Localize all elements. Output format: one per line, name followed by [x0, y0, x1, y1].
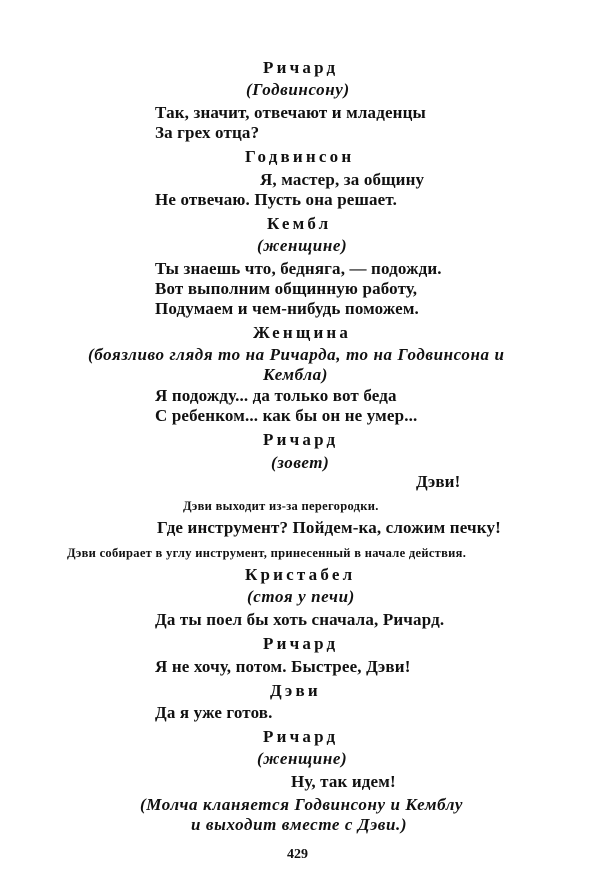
verse-line: Я не хочу, потом. Быстрее, Дэви!: [155, 657, 411, 676]
speaker-name: Дэви: [270, 681, 321, 700]
verse-line: Подумаем и чем-нибудь поможем.: [155, 299, 419, 318]
stage-direction: (зовет): [271, 453, 330, 472]
stage-direction: (стоя у печи): [247, 587, 355, 606]
verse-line: Не отвечаю. Пусть она решает.: [155, 190, 397, 209]
speaker-name: Кембл: [267, 214, 332, 233]
stage-direction: и выходит вместе с Дэви.): [191, 815, 408, 834]
stage-direction: Кембла): [263, 365, 329, 384]
speaker-name: Ричард: [263, 430, 339, 449]
speaker-name: Ричард: [263, 727, 339, 746]
stage-direction: (Годвинсону): [246, 80, 350, 99]
stage-direction: (женщине): [257, 236, 348, 255]
stage-direction: (женщине): [257, 749, 348, 768]
stage-note: Дэви собирает в углу инструмент, принесенный в начале действия.: [67, 546, 467, 560]
speaker-name: Кристабел: [245, 565, 356, 584]
verse-line: Ну, так идем!: [291, 772, 396, 791]
verse-line: Я, мастер, за общину: [260, 170, 425, 189]
verse-line: Где инструмент? Пойдем-ка, сложим печку!: [157, 518, 501, 537]
speaker-name: Женщина: [253, 323, 352, 342]
speaker-name: Ричард: [263, 634, 339, 653]
page-number: 429: [287, 847, 308, 862]
verse-line: Вот выполним общинную работу,: [155, 279, 418, 298]
verse-line: Я подожду... да только вот беда: [155, 386, 397, 405]
verse-line: Ты знаешь что, бедняга, — подожди.: [155, 259, 442, 278]
verse-line: С ребенком... как бы он не умер...: [155, 406, 418, 425]
verse-line: Дэви!: [416, 472, 461, 491]
stage-direction: (Молча кланяется Годвинсону и Кемблу: [140, 795, 463, 814]
stage-note: Дэви выходит из-за перегородки.: [183, 499, 379, 513]
speaker-name: Годвинсон: [245, 147, 355, 166]
verse-line: Да я уже готов.: [155, 703, 273, 722]
verse-line: За грех отца?: [155, 123, 260, 142]
stage-direction: (боязливо глядя то на Ричарда, то на Годвинсона и: [88, 345, 505, 364]
verse-line: Так, значит, отвечают и младенцы: [155, 103, 426, 122]
speaker-name: Ричард: [263, 58, 339, 77]
verse-line: Да ты поел бы хоть сначала, Ричард.: [155, 610, 445, 629]
